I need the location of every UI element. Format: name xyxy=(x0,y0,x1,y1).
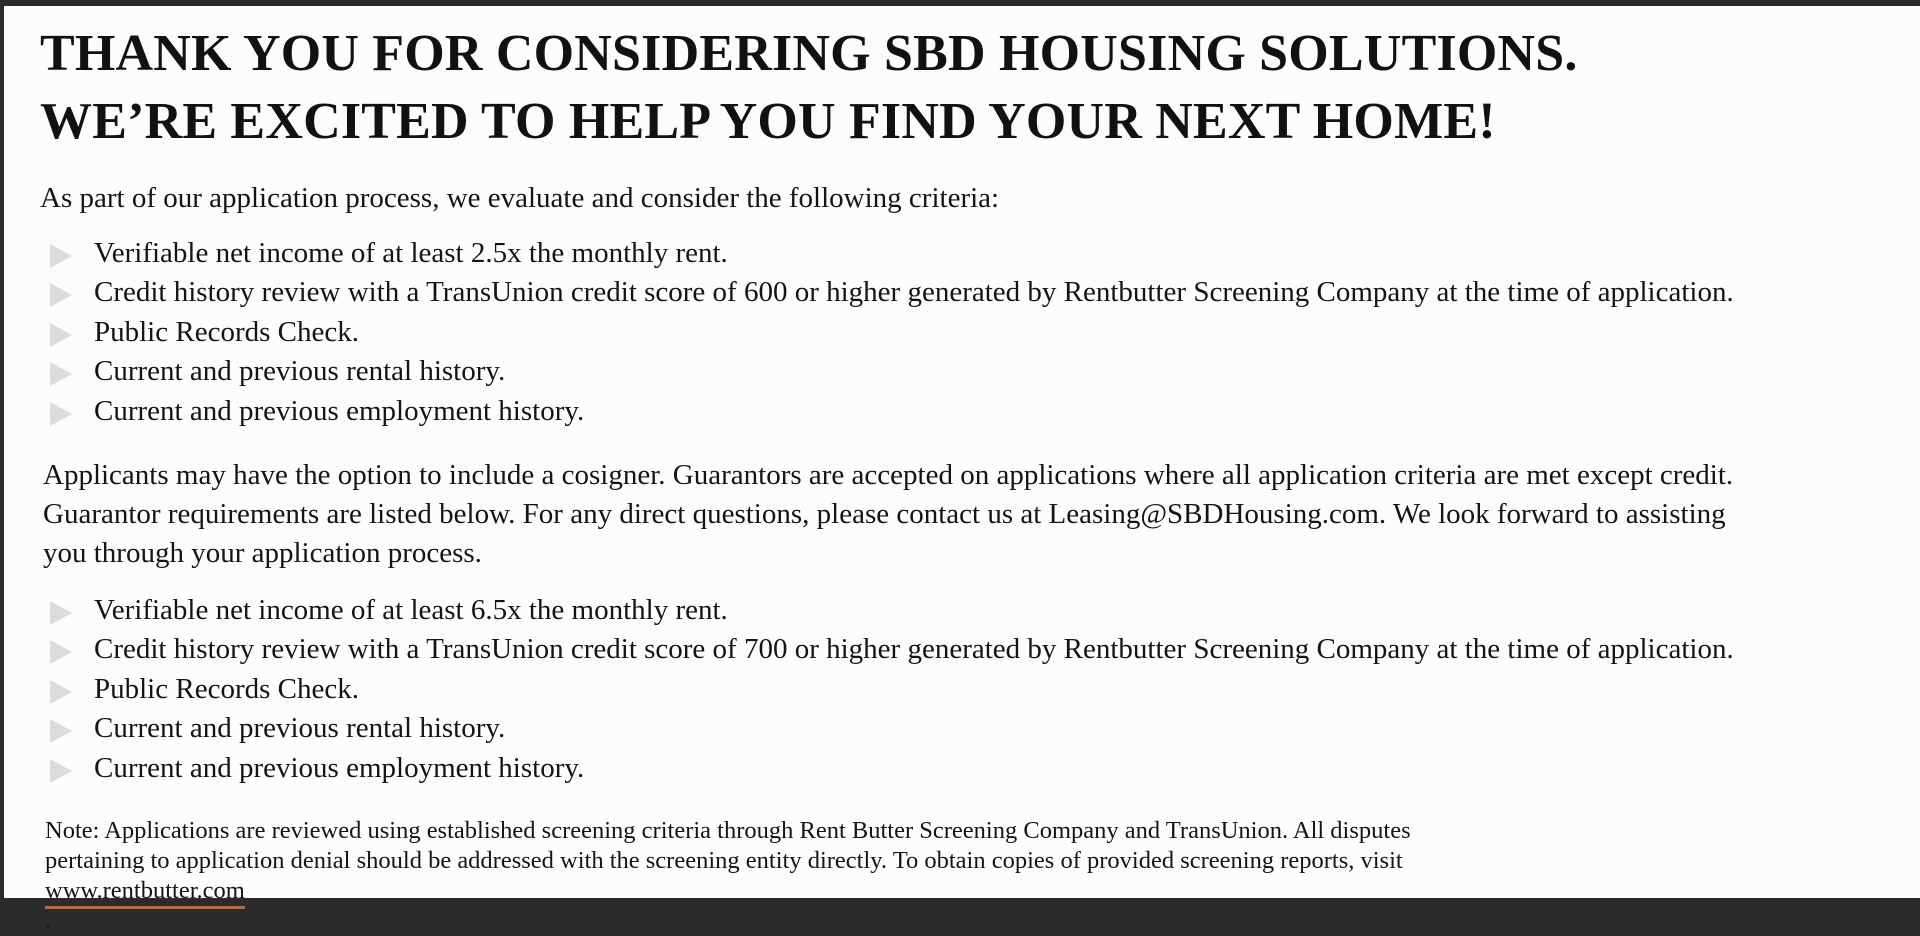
note-line-2 xyxy=(45,846,1411,936)
guarantor-line-3: you through your application process. xyxy=(43,537,482,569)
list-item xyxy=(46,313,1734,352)
criterion-text: Public Records Check. xyxy=(94,315,359,348)
triangle-bullet-icon xyxy=(50,362,72,386)
note-line-2-text: pertaining to application denial should be addressed with the screening entity directly. To obtain copies of provided screening reports, visit xyxy=(45,847,1403,874)
guarantor-criteria-list xyxy=(46,591,1734,788)
criterion-text: Current and previous rental history. xyxy=(94,712,506,745)
criterion-text: Verifiable net income of at least 2.5x the monthly rent. xyxy=(94,237,728,269)
triangle-bullet-icon xyxy=(50,719,72,743)
triangle-bullet-icon xyxy=(50,640,72,664)
list-item xyxy=(46,591,1734,630)
footnote xyxy=(45,816,1411,936)
guarantor-line-1: Applicants may have the option to include a cosigner. Guarantors are accepted on applications where all application criteria are met except credit. xyxy=(43,459,1734,491)
list-item xyxy=(46,392,1734,431)
triangle-bullet-icon xyxy=(50,402,72,426)
criterion-text: Credit history review with a TransUnion credit score of 600 or higher generated by Rentbutter Screening Company at the time of application. xyxy=(94,276,1734,309)
list-item xyxy=(46,670,1734,709)
list-item xyxy=(46,352,1734,391)
criterion-text: Verifiable net income of at least 6.5x the monthly rent. xyxy=(94,594,728,626)
triangle-bullet-icon xyxy=(50,680,72,704)
criterion-text: Credit history review with a TransUnion credit score of 700 or higher generated by Rentbutter Screening Company at the time of application. xyxy=(94,633,1734,666)
triangle-bullet-icon xyxy=(50,283,72,307)
guarantor-line-2: Guarantor requirements are listed below. For any direct questions, please contact us at Leasing@SBDHousing.com. We look forward to assisting xyxy=(43,498,1726,530)
list-item xyxy=(46,630,1734,669)
page-title xyxy=(40,20,1578,156)
list-item xyxy=(46,749,1734,788)
criterion-text: Public Records Check. xyxy=(94,672,359,705)
applicant-criteria-list xyxy=(46,234,1734,431)
note-line-1: Note: Applications are reviewed using established screening criteria through Rent Butter Screening Company and TransUnion. All disputes xyxy=(45,817,1411,844)
list-item xyxy=(46,234,1734,273)
triangle-bullet-icon xyxy=(50,601,72,625)
rentbutter-link[interactable]: www.rentbutter.com xyxy=(45,877,245,909)
criterion-text: Current and previous employment history. xyxy=(94,394,585,427)
guarantor-paragraph xyxy=(43,456,1905,573)
criterion-text: Current and previous rental history. xyxy=(94,355,506,388)
title-line-1: THANK YOU FOR CONSIDERING SBD HOUSING SOLUTIONS. xyxy=(40,25,1578,82)
list-item xyxy=(46,273,1734,312)
title-line-2: WE’RE EXCITED TO HELP YOU FIND YOUR NEXT HOME! xyxy=(40,93,1496,150)
criteria-document xyxy=(4,6,1920,934)
criterion-text: Current and previous employment history. xyxy=(94,751,585,784)
triangle-bullet-icon xyxy=(50,244,72,268)
intro-text: As part of our application process, we evaluate and consider the following criteria: xyxy=(40,182,1000,214)
list-item xyxy=(46,709,1734,748)
triangle-bullet-icon xyxy=(50,323,72,347)
note-line-2-end: . xyxy=(45,907,52,934)
triangle-bullet-icon xyxy=(50,759,72,783)
